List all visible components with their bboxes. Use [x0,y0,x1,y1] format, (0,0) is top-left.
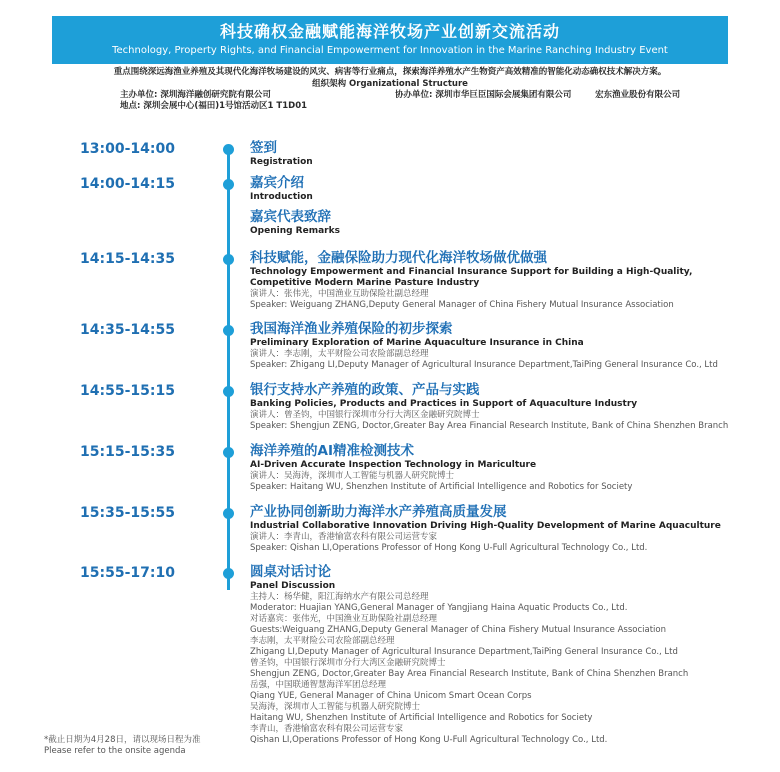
agenda-title-en: Preliminary Exploration of Marine Aquaculture Insurance in China [250,338,584,348]
speaker-zh: 演讲人：吴海涛，深圳市人工智能与机器人研究院博士 [250,471,455,481]
agenda-title-zh: 海洋养殖的AI精准检测技术 [250,443,414,459]
agenda-item [250,140,775,168]
venue-text: 深圳会展中心(福田)1号馆活动区1 T1D01 [143,101,308,111]
timeline-dot [223,568,234,579]
venue-label: 地点: [120,101,141,111]
footnote [44,735,200,757]
agenda-time: 15:35-15:55 [80,505,175,521]
panel-line: 吴海涛，深圳市人工智能与机器人研究院博士 [250,702,421,712]
timeline-dot [223,254,234,265]
timeline-dot [223,144,234,155]
speaker-zh: 演讲人：李志刚，太平财险公司农险部副总经理 [250,349,429,359]
title-banner [52,16,728,64]
agenda-time: 13:00-14:00 [80,141,175,157]
panel-line: 岳强，中国联通智慧海洋军团总经理 [250,680,387,690]
panel-line: Haitang WU, Shenzhen Institute of Artificial Intelligence and Robotics for Society [250,713,593,723]
panel-line: Shengjun ZENG, Doctor,Greater Bay Area Financial Research Institute, Bank of China Shenzhen Branch [250,669,689,679]
agenda-time: 14:55-15:15 [80,383,175,399]
panel-line: Qiang YUE, General Manager of China Unicom Smart Ocean Corps [250,691,532,701]
timeline-bar [227,150,230,590]
speaker-zh: 演讲人：张伟光，中国渔业互助保险社副总经理 [250,289,429,299]
agenda-title-en: Registration [250,157,313,167]
agenda-item [250,564,775,746]
agenda-title-zh: 银行支持水产养殖的政策、产品与实践 [250,382,480,398]
agenda-title-en: AI-Driven Accurate Inspection Technology in Mariculture [250,460,537,470]
panel-line: 李志刚，太平财险公司农险部副总经理 [250,636,395,646]
agenda-item [250,443,775,493]
speaker-zh: 演讲人：李青山，香港愉富农科有限公司运营专家 [250,532,438,542]
intro-text: 重点围绕深远海渔业养殖及其现代化海洋牧场建设的风灾、病害等行业痛点，探索海洋养殖水产生物资产高效精准的智能化动态确权技术解决方案。 [113,67,667,77]
panel-line: Qishan LI,Operations Professor of Hong Kong U-Full Agricultural Technology Co., Ltd. [250,735,608,745]
agenda-item [250,175,775,237]
speaker-en: Speaker: Weiguang ZHANG,Deputy General Manager of China Fishery Mutual Insurance Association [250,300,674,310]
agenda-title-zh: 嘉宾介绍 [250,175,304,191]
panel-line: 曾圣钧，中国银行深圳市分行大湾区金融研究院博士 [250,658,446,668]
co-organizer-2: 宏东渔业股份有限公司 [595,90,681,100]
timeline-dot [223,325,234,336]
venue-line [120,101,307,112]
speaker-en: Speaker: Shengjun ZENG, Doctor,Greater Bay Area Financial Research Institute, Bank of China Shenzhen Branch [250,421,729,431]
host-label: 主办单位: [120,90,158,100]
footnote-en: Please refer to the onsite agenda [44,746,186,756]
timeline-dot [223,508,234,519]
panel-line: Guests:Weiguang ZHANG,Deputy General Manager of China Fishery Mutual Insurance Association [250,625,666,635]
timeline-dot [223,386,234,397]
org-structure-title: 组织架构 Organizational Structure [312,79,468,89]
agenda-time: 15:15-15:35 [80,444,175,460]
panel-line: 李青山，香港愉富农科有限公司运营专家 [250,724,404,734]
agenda-title-zh: 我国海洋渔业养殖保险的初步探索 [250,321,453,337]
speaker-en: Speaker: Qishan LI,Operations Professor of Hong Kong U-Full Agricultural Technology Co., Ltd. [250,543,648,553]
speaker-en: Speaker: Zhigang LI,Deputy Manager of Agricultural Insurance Department,TaiPing General Insurance Co., Ltd [250,360,718,370]
agenda-time: 15:55-17:10 [80,565,175,581]
agenda-title-zh: 产业协同创新助力海洋水产养殖高质量发展 [250,504,507,520]
panel-line: Moderator: Huajian YANG,General Manager of Yangjiang Haina Aquatic Products Co., Ltd. [250,603,628,613]
co-organizer-1: 深圳市华巨臣国际会展集团有限公司 [435,90,572,100]
panel-line: 对话嘉宾：张伟光，中国渔业互助保险社副总经理 [250,614,438,624]
footnote-zh: *截止日期为4月28日，请以现场日程为准 [44,735,201,745]
agenda-item [250,250,775,311]
agenda-title-zh-2: 嘉宾代表致辞 [250,209,331,225]
co-organizer-line [395,90,680,101]
agenda-item [250,321,775,371]
agenda-time: 14:35-14:55 [80,322,175,338]
speaker-en: Speaker: Haitang WU, Shenzhen Institute of Artificial Intelligence and Robotics for Society [250,482,633,492]
co-label: 协办单位: [395,90,433,100]
agenda-title-en: Technology Empowerment and Financial Insurance Support for Building a High-Quality, [250,267,693,277]
agenda-title-en: Panel Discussion [250,581,336,591]
agenda-title-en-2: Opening Remarks [250,226,340,236]
host-line [120,90,271,101]
agenda-title-en: Industrial Collaborative Innovation Driving High-Quality Development of Marine Aquaculture [250,521,721,531]
speaker-zh: 演讲人：曾圣钧，中国银行深圳市分行大湾区金融研究院博士 [250,410,480,420]
agenda-title-en: Introduction [250,192,313,202]
agenda-title-zh: 圆桌对话讨论 [250,564,331,580]
agenda-title-zh: 科技赋能，金融保险助力现代化海洋牧场做优做强 [250,250,547,266]
agenda-item [250,382,775,432]
agenda-title-en-2: Competitive Modern Marine Pasture Industry [250,278,480,288]
agenda-title-zh: 签到 [250,140,277,156]
timeline-dot [223,179,234,190]
agenda-item [250,504,775,554]
panel-line: 主持人：杨华健，阳江海纳水产有限公司总经理 [250,592,429,602]
agenda-title-en: Banking Policies, Products and Practices in Support of Aquaculture Industry [250,399,638,409]
agenda-time: 14:15-14:35 [80,251,175,267]
panel-line: Zhigang LI,Deputy Manager of Agricultural Insurance Department,TaiPing General Insurance Co., Ltd [250,647,678,657]
host-name: 深圳海洋融创研究院有限公司 [160,90,271,100]
timeline-dot [223,447,234,458]
event-title-en: Technology, Property Rights, and Financial Empowerment for Innovation in the Marine Ranching Industry Event [112,45,668,56]
agenda-time: 14:00-14:15 [80,176,175,192]
event-title-zh: 科技确权金融赋能海洋牧场产业创新交流活动 [219,22,560,41]
